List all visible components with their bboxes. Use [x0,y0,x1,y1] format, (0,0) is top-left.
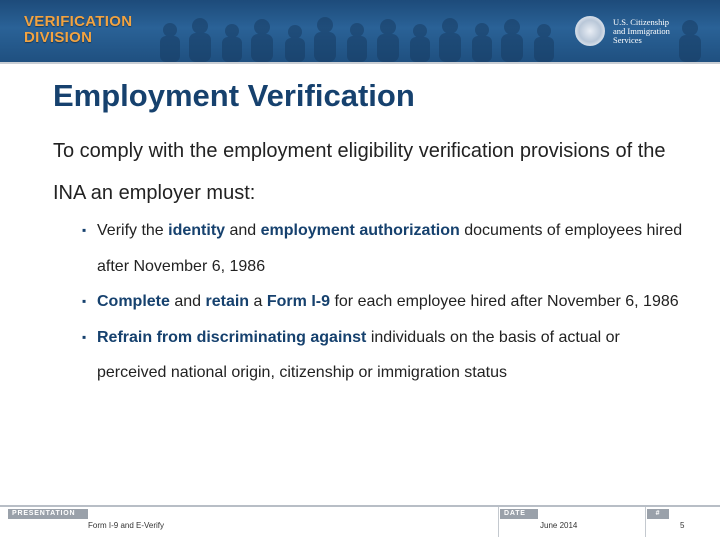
footer-separator [645,507,646,537]
bullet-text: and [225,222,261,239]
bullet-text: a [249,293,267,310]
bullet-highlight: employment authorization [260,222,460,239]
bullet-item-refrain [82,320,692,391]
bullet-highlight: Form I-9 [266,293,330,310]
dhs-seal-icon [575,16,605,46]
date-label: DATE [500,509,538,519]
header-divider [0,62,720,64]
header-banner [0,0,720,62]
bullet-highlight: retain [205,293,250,310]
slide-footer [0,504,720,540]
footer-divider [0,505,720,507]
bullet-list [82,213,692,391]
bullet-highlight: Complete [97,293,170,310]
agency-name-line3: Services [613,34,642,45]
presentation-label: PRESENTATION [8,509,88,519]
bullet-text: individuals on the basis of actual or perceived national origin, citizenship or immigration status [97,328,620,381]
slide-title: Employment Verification [53,78,415,113]
bullet-text: Verify the [97,222,169,239]
agency-name [613,18,670,45]
uscis-logo [575,16,670,46]
bullet-square-icon: ▪ [82,223,87,237]
bullet-square-icon: ▪ [82,294,87,308]
intro-text: To comply with the employment eligibility verification provisions of the INA an employer must: [53,140,666,204]
footer-separator [498,507,499,537]
division-title-line2: DIVISION [24,29,93,46]
bullet-text: and [169,293,206,310]
bullet-text: documents of employees hired after November 6, 1986 [97,222,683,275]
page-number: 5 [680,521,685,530]
division-title-line1: VERIFICATION [24,13,133,30]
agency-name-line1: U.S. Citizenship [613,16,669,27]
presentation-name: Form I-9 and E-Verify [88,521,165,530]
bullet-text: for each employee hired after November 6, 1986 [330,293,679,310]
bullet-highlight: identity [168,222,226,239]
division-title [24,14,132,46]
bullet-item-complete [82,284,692,320]
agency-name-line2: and Immigration [613,25,670,36]
page-number-label: # [647,509,669,519]
bullet-square-icon: ▪ [82,329,87,344]
bullet-item-verify [82,213,692,284]
date-value: June 2014 [540,521,578,530]
bullet-highlight: Refrain from discriminating against [97,328,367,346]
